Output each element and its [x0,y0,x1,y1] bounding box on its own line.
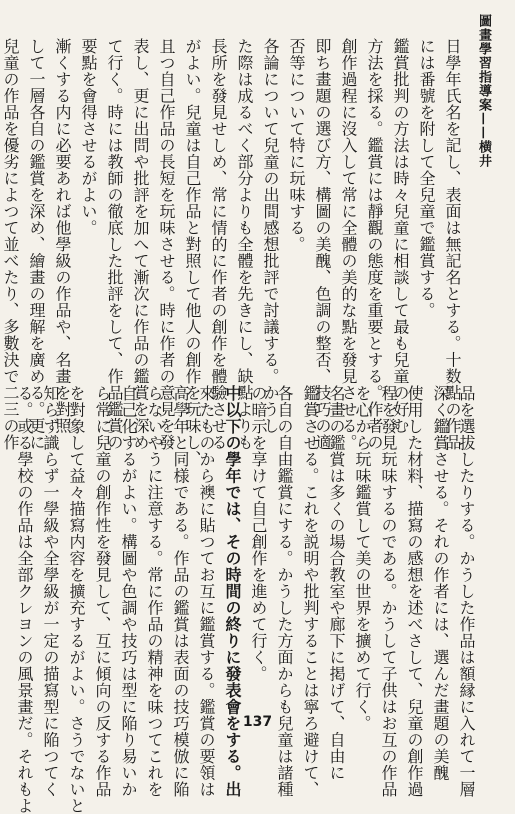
text-column: 鑑賞させる。これを説明や批判することは寧ろ避けて、 [301,385,320,798]
text-column: 兒童の作品を優劣によつて並べたり、多數決で二三の作 [1,38,20,451]
text-column: 創作過程に沒入して常に全體の美的な點を發見させる。 [339,38,358,451]
text-column: 自己化するがよい。構圖や色調や技巧は型に陥り易いか [119,385,138,798]
text-column: る。或る學校の作品は全部クレヨンの風景畫だ。それもよ [15,385,34,814]
text-column: 長所を發見せしめ、常に情的に作者の創作を體驗させる [209,38,228,451]
text-column: 品を選拔したりする。かうした作品は額縁に入れて一層 [457,385,476,798]
text-column: を心から玩味鑑賞して美の世界を擴めて行く。 [353,385,372,732]
text-column: 各論について兒童の出間感想批評で討議する。かうし [261,38,280,434]
text-column: 使用した材料、描寫の感想を述べさして、兒童の創作過 [405,385,424,798]
text-column: 中以下の學年では、その時間の終りに發表會をする。出 [223,385,242,798]
text-column: て行く。時には教師の徹底した批評をして、作品鑑賞の [105,38,124,451]
text-column: 表し、更に出問や批評を加へて漸次に作品の鑑賞を深め [131,38,150,451]
text-column: を對象して益々描寫内容を擴充するがよい。さうでないと [67,385,86,814]
text-column: 鑑賞批判の方法は時々兒童に相談して最も兒童の好む [391,38,410,434]
text-column: には番號を附して全兒童で鑑賞する。 [417,38,436,319]
running-header: 圖畫學習指導案——横井 [476,14,491,168]
text-column: 程を發見玩味するのである。かうして子供はお互の作品 [379,385,398,798]
text-column: の暗示を享けて自己創作を進めて行く。 [249,385,268,682]
text-column: ら常に兒童の創作性を發見して、互に傾向の反する作品 [93,385,112,798]
text-column: 高學年と同様である。作品の鑑賞は表面の技巧模倣に陥 [171,385,190,798]
text-column: 方法を採る。鑑賞には靜觀の態度を重要とする。作者の [365,38,384,451]
text-column: た際は成るべく部分よりも全體を先きにし、缺點よりも [235,38,254,451]
text-column: 名畫の鑑賞は多くの場合教室や廊下に掲げて、自由に [327,385,346,781]
text-column: 否等について特に玩味する。 [287,38,306,253]
page-number: 137 [242,714,273,730]
text-column: して一層各自の鑑賞を深め、繪畫の理解を廣める。更に [27,38,46,451]
text-column: 且つ自己作品の長短を玩味させる。時に作者の意見を發 [157,38,176,451]
upper-text-block [1,38,465,467]
text-column: がよい。兒童は自己作品と對照して他人の創作を玩味し、 [183,38,202,467]
text-column: 知らず識らず一學級や全學級が一定の描寫型に陥つてく [41,385,60,798]
text-column: 各自の自由鑑賞にする。かうした方面からも兒童は諸種 [275,385,294,798]
text-column: らないやうに注意する。常に作品の精神を味つてこれを [145,385,164,798]
text-column: 來たものから襖に貼つてお互に鑑賞する。鑑賞の要領は [197,385,216,798]
text-column: 要點を會得させるがよい。 [79,38,98,236]
text-column: 漸くする内に必要あれば他學級の作品や、名畫を對照 [53,38,72,434]
text-column: 日學年氏名を記し、表面は無記名とする。十数點の作品 [443,38,462,451]
text-column: 深く鑑賞させる。それの作者には、選んだ畫題の美醜 [431,385,450,781]
text-column: 即ち畫題の選び方、構圖の美醜、色調の整否、技巧の適 [313,38,332,451]
